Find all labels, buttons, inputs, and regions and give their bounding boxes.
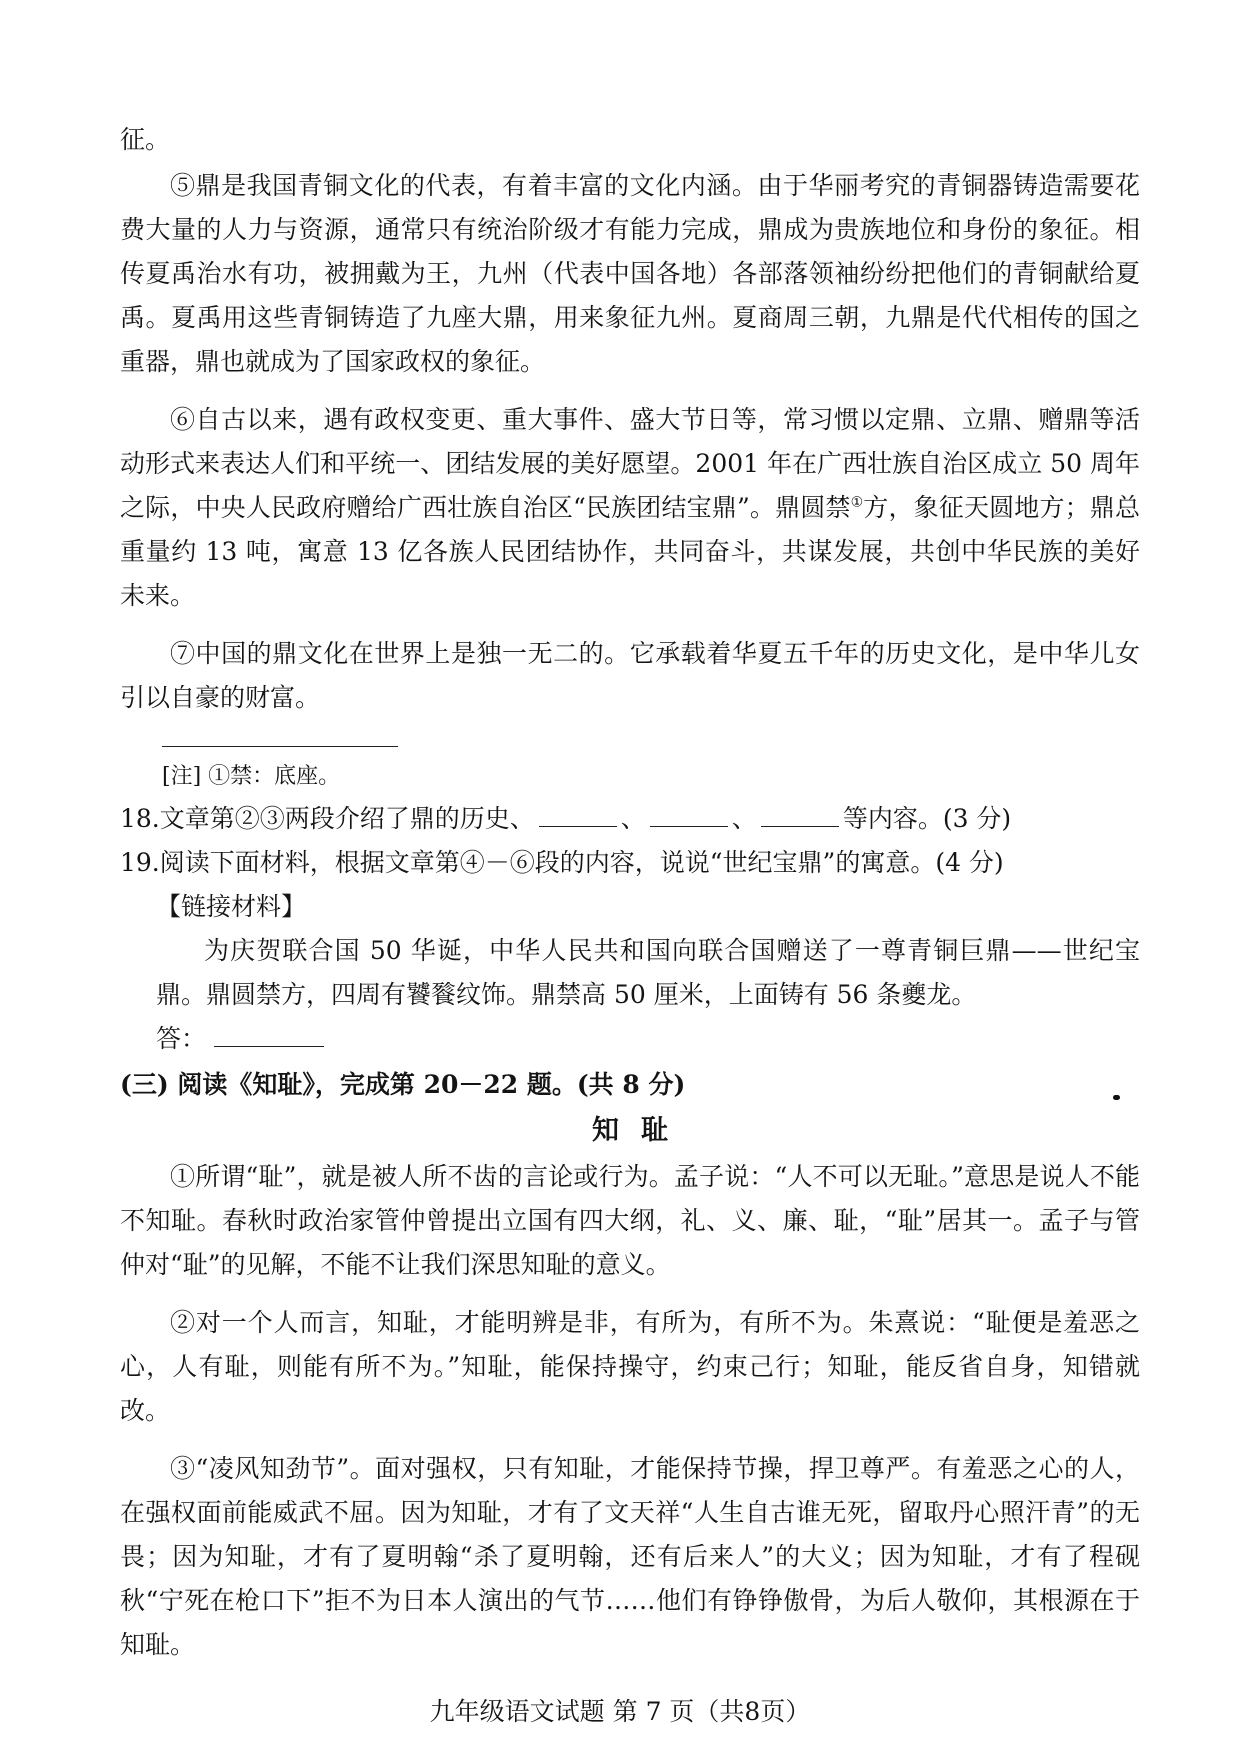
- answer-line: [120, 1017, 1140, 1061]
- question-18-text-b: 等内容。(3 分): [842, 804, 1012, 833]
- answer-label: 答：: [156, 1024, 207, 1053]
- paragraph-6: [120, 398, 1140, 618]
- question-18-number: 18.: [120, 804, 160, 833]
- answer-blank-3[interactable]: [761, 800, 839, 827]
- question-19-number: 19.: [120, 848, 160, 877]
- article-paragraph-2: ②对一个人而言，知耻，才能明辨是非，有所为，有所不为。朱熹说：“耻便是羞恶之心，人有耻，则能有所不为。”知耻，能保持操守，约束己行；知耻，能反省自身，知错就改。: [120, 1308, 1140, 1425]
- article-paragraph-1: ①所谓“耻”，就是被人所不齿的言论或行为。孟子说：“人不可以无耻。”意思是说人不能不知耻。春秋时政治家管仲曾提出立国有四大纲，礼、义、廉、耻，“耻”居其一。孟子与管仲对“耻”的见解，不能不让我们深思知耻的意义。: [120, 1162, 1140, 1279]
- question-18-sep-1: 、: [620, 804, 646, 833]
- article-paragraph-3: ③“凌风知劲节”。面对强权，只有知耻，才能保持节操，捍卫尊严。有羞恶之心的人，在强权面前能威武不屈。因为知耻，才有了文天祥“人生自古谁无死，留取丹心照汗青”的无畏；因为知耻，才有了夏明翰“杀了夏明翰，还有后来人”的大义；因为知耻，才有了程砚秋“宁死在枪口下”拒不为日本人演出的气节……他们有铮铮傲骨，为后人敬仰，其根源在于知耻。: [120, 1454, 1140, 1659]
- section-3-heading: (三) 阅读《知耻》，完成第 20－22 题。(共 8 分): [120, 1070, 686, 1099]
- page-footer: 九年级语文试题 第 7 页（共8页）: [429, 1697, 811, 1726]
- question-19-text: 阅读下面材料，根据文章第④－⑥段的内容，说说“世纪宝鼎”的寓意。(4 分): [159, 848, 1004, 877]
- footnote-marker: ①: [850, 494, 864, 511]
- page-content: [120, 118, 1140, 1667]
- footnote-divider: [162, 746, 398, 747]
- answer-blank-1[interactable]: [539, 800, 617, 827]
- link-material-body: 为庆贺联合国 50 华诞，中华人民共和国向联合国赠送了一尊青铜巨鼎——世纪宝鼎。鼎圆禁方，四周有饕餮纹饰。鼎禁高 50 厘米，上面铸有 56 条夔龙。: [156, 936, 1140, 1009]
- ink-speck: [1113, 1095, 1120, 1100]
- paragraph-6-part1: ⑥自古以来，遇有政权变更、重大事件、盛大节日等，常习惯以定鼎、立鼎、赠鼎等活动形式来表达人们和平统一、团结发展的美好愿望。2001 年在广西壮族自治区成立 50 周年之际，中央人民政府赠给广西壮族自治区“民族团结宝鼎”。鼎圆禁: [120, 405, 1140, 522]
- answer-blank-2[interactable]: [650, 800, 728, 827]
- question-18: [120, 797, 1140, 841]
- article-title: 知耻: [592, 1115, 690, 1146]
- paragraph-6-part2: 方，象征天圆地方；鼎总重量约 13 吨，寓意 13 亿各族人民团结协作，共同奋斗，共谋发展，共创中华民族的美好未来。: [120, 493, 1140, 610]
- paragraph-7: ⑦中国的鼎文化在世界上是独一无二的。它承载着华夏五千年的历史文化，是中华儿女引以自豪的财富。: [120, 639, 1140, 712]
- footnote: [注] ①禁：底座。: [162, 764, 341, 789]
- question-19: [120, 841, 1140, 885]
- continued-fragment: 征。: [120, 125, 171, 154]
- answer-field[interactable]: [214, 1020, 324, 1047]
- link-material-title: 【链接材料】: [156, 892, 307, 921]
- question-18-sep-2: 、: [731, 804, 757, 833]
- question-18-text-a: 文章第②③两段介绍了鼎的历史、: [159, 804, 535, 833]
- paragraph-5: ⑤鼎是我国青铜文化的代表，有着丰富的文化内涵。由于华丽考究的青铜器铸造需要花费大量的人力与资源，通常只有统治阶级才有能力完成，鼎成为贵族地位和身份的象征。相传夏禹治水有功，被拥戴为王，九州（代表中国各地）各部落领袖纷纷把他们的青铜献给夏禹。夏禹用这些青铜铸造了九座大鼎，用来象征九州。夏商周三朝，九鼎是代代相传的国之重器，鼎也就成为了国家政权的象征。: [120, 171, 1140, 376]
